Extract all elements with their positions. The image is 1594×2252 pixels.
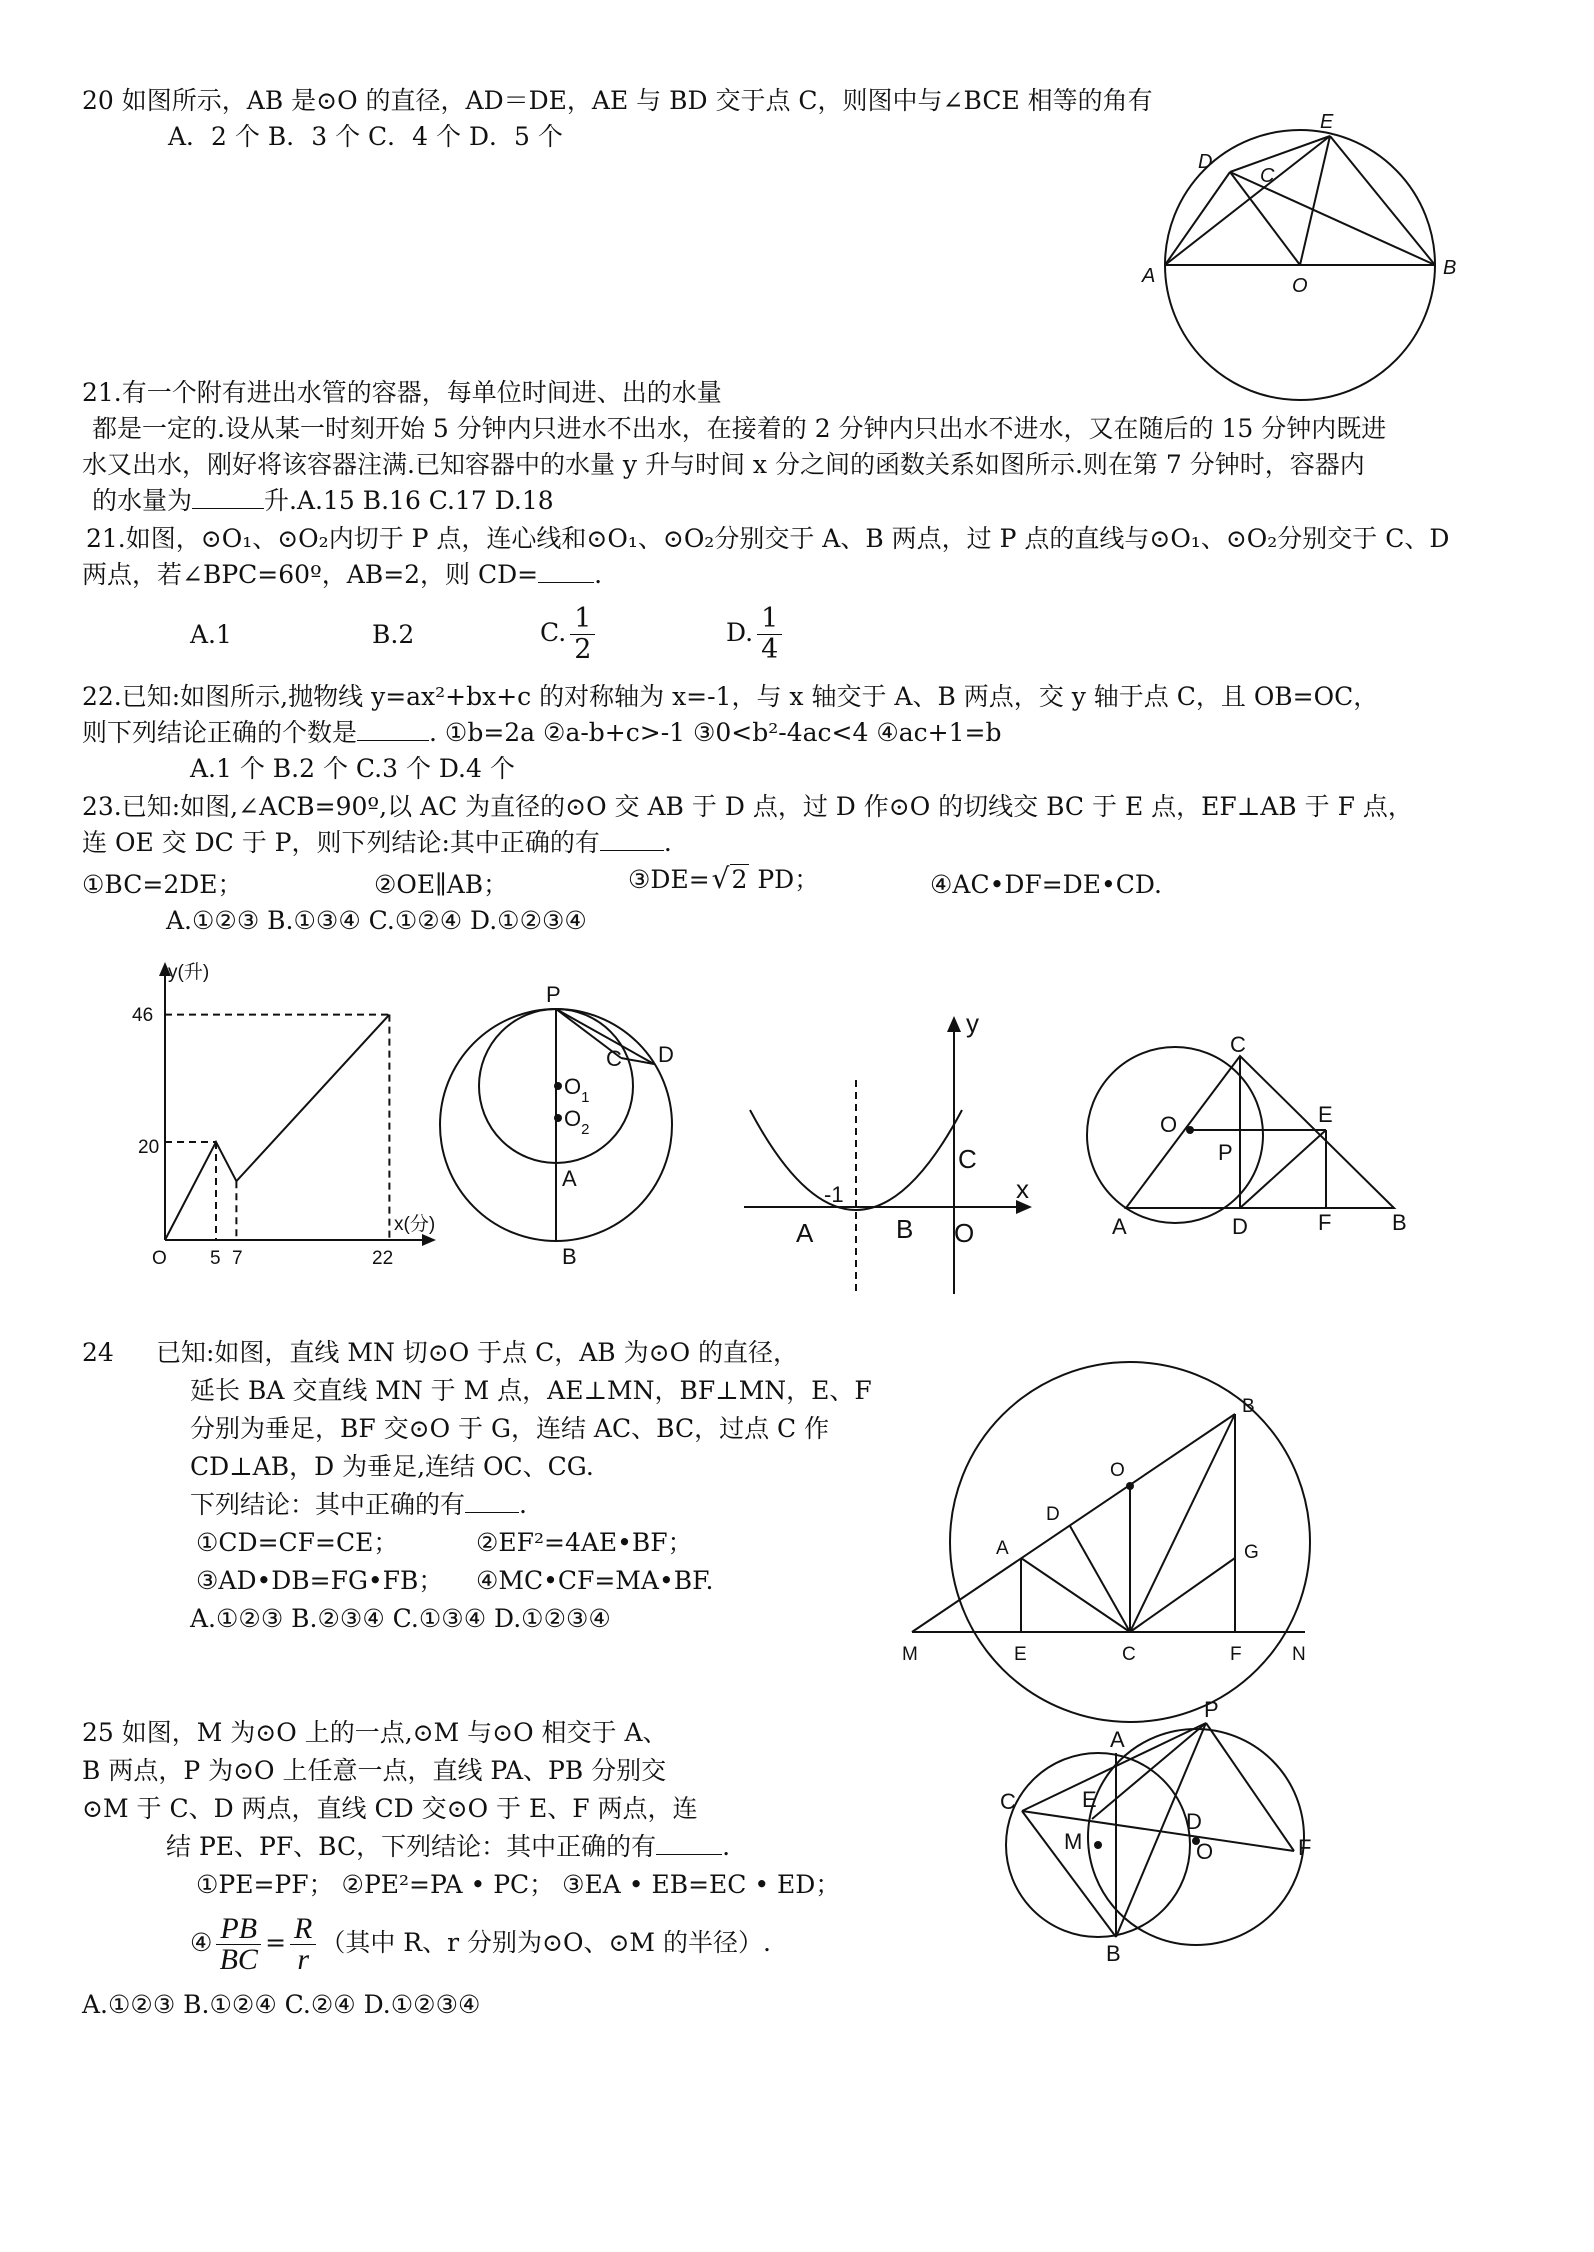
q21a-line4-pre: 的水量为	[92, 486, 193, 515]
triangle-circle-figure	[1090, 1032, 1420, 1240]
q23-line1: 23.已知:如图,∠ACB=90º,以 AC 为直径的⊙O 交 AB 于 D 点，过 D 作⊙O 的切线交 BC 于 E 点，EF⊥AB 于 F 点，	[82, 792, 1413, 821]
q20-label-o: O	[1292, 275, 1308, 297]
parabola-figure	[740, 1010, 1040, 1300]
q23-conclusion-4: ④AC•DF=DE•CD.	[930, 870, 1162, 899]
q24-label-m: M	[902, 1644, 918, 1665]
q25-c4-pre: ④	[190, 1928, 213, 1957]
answer-blank	[600, 828, 664, 851]
origin-label: O	[152, 1248, 167, 1269]
g2-label-o2-letter: O	[564, 1106, 582, 1131]
g2-label-o2-sub: 2	[581, 1121, 590, 1138]
q24-conclusion-2: ②EF²=4AE•BF；	[476, 1528, 693, 1557]
q25-line2: B 两点，P 为⊙O 上任意一点，直线 PA、PB 分别交	[82, 1756, 667, 1785]
g3-label-c: C	[958, 1144, 977, 1174]
fraction-pb-over-bc	[216, 1914, 261, 1975]
q25-line1: 25 如图，M 为⊙O 上的一点,⊙M 与⊙O 相交于 A、	[82, 1718, 668, 1747]
q21b-opt-d	[726, 598, 786, 668]
q25-line4-post: .	[722, 1832, 731, 1861]
g3-label-o: O	[954, 1218, 975, 1248]
equals-sign: =	[265, 1928, 287, 1957]
answer-blank	[465, 1490, 519, 1513]
series-line	[165, 1015, 389, 1240]
q24-line5	[190, 1488, 527, 1522]
q23-line2-pre: 连 OE 交 DC 于 P，则下列结论:其中正确的有	[82, 828, 600, 857]
chart-guides	[165, 1015, 389, 1240]
numerator: 1	[570, 604, 595, 635]
g3-label-b: B	[896, 1214, 914, 1244]
q21b-opt-d-label: D.	[726, 618, 754, 647]
g3-label-a: A	[796, 1218, 814, 1248]
g3-label-m1: -1	[824, 1182, 844, 1207]
g4-label-e: E	[1318, 1102, 1333, 1127]
g2-label-c: C	[606, 1046, 622, 1071]
q23-line2	[82, 826, 672, 860]
q24-label-e: E	[1014, 1644, 1027, 1665]
q24-figure	[900, 1320, 1320, 1665]
q21b-opt-c	[540, 598, 599, 668]
g3-label-y: y	[966, 1008, 979, 1038]
q24-label-c: C	[1122, 1644, 1136, 1665]
q25-label-m: M	[1064, 1829, 1083, 1854]
numerator: PB	[216, 1914, 261, 1945]
q23-conclusion-1: ①BC=2DE；	[82, 870, 243, 899]
q25-label-b: B	[1106, 1941, 1121, 1966]
q20-options: A．2 个 B．3 个 C．4 个 D．5 个	[168, 122, 563, 151]
q23-conclusion-2: ②OE∥AB；	[374, 870, 509, 899]
numerator: 1	[757, 604, 782, 635]
q25-label-e: E	[1082, 1787, 1097, 1812]
q24-options: A.①②③ B.②③④ C.①③④ D.①②③④	[190, 1604, 611, 1633]
q25-label-o: O	[1196, 1839, 1214, 1864]
denominator: r	[297, 1943, 310, 1976]
q20-figure	[1142, 110, 1460, 410]
q25-label-f: F	[1298, 1835, 1312, 1860]
q25-line3: ⊙M 于 C、D 两点，直线 CD 交⊙O 于 E、F 两点，连	[82, 1794, 698, 1823]
g4-label-d: D	[1232, 1214, 1248, 1239]
denominator: 4	[761, 634, 779, 665]
q24-label-n: N	[1292, 1644, 1306, 1665]
q24-line5-post: .	[519, 1490, 527, 1519]
chart-xlabel: x(分)	[394, 1214, 436, 1235]
q25-label-a: A	[1110, 1727, 1125, 1752]
g2-label-b: B	[562, 1244, 577, 1269]
q20-label-e: E	[1320, 111, 1334, 133]
answer-blank	[656, 1832, 722, 1855]
q21b-line2	[82, 558, 602, 592]
g4-label-p: P	[1218, 1140, 1233, 1165]
g2-label-o1	[564, 1074, 589, 1106]
q24-line1: 已知:如图，直线 MN 切⊙O 于点 C，AB 为⊙O 的直径，	[156, 1338, 799, 1367]
q20-stem: 20 如图所示，AB 是⊙O 的直径，AD＝DE，AE 与 BD 交于点 C，则图中与∠BCE 相等的角有	[82, 86, 1153, 115]
fraction-one-quarter	[757, 604, 782, 665]
fraction-one-half	[570, 604, 595, 665]
chart-ylabel: y(升)	[168, 962, 210, 983]
sqrt-sign: √2	[711, 862, 748, 895]
tick-y-20: 20	[138, 1137, 160, 1158]
q22-options: A.1 个 B.2 个 C.3 个 D.4 个	[190, 754, 515, 783]
q24-line2: 延长 BA 交直线 MN 于 M 点，AE⊥MN，BF⊥MN，E、F	[190, 1376, 872, 1405]
q24-line3: 分别为垂足，BF 交⊙O 于 G，连结 AC、BC，过点 C 作	[190, 1414, 830, 1443]
g2-label-o1-letter: O	[564, 1074, 582, 1099]
q21b-opt-b: B.2	[372, 620, 415, 649]
g2-label-o2	[564, 1106, 589, 1138]
q25-c4-post: （其中 R、r 分别为⊙O、⊙M 的半径）.	[320, 1928, 771, 1957]
q24-label-d: D	[1046, 1504, 1060, 1525]
answer-blank	[357, 718, 429, 741]
chart-axes	[159, 962, 436, 1246]
q24-conclusion-1: ①CD=CF=CE；	[196, 1528, 399, 1557]
q21a-line3: 水又出水，刚好将该容器注满.已知容器中的水量 y 升与时间 x 分之间的函数关系如图所示.则在第 7 分钟时，容器内	[82, 450, 1365, 479]
q23-line2-post: .	[663, 828, 672, 857]
q21a-line2: 都是一定的.设从某一时刻开始 5 分钟内只进水不出水，在接着的 2 分钟内只出水不进水，又在随后的 15 分钟内既进	[92, 414, 1387, 443]
answer-blank	[538, 560, 594, 583]
g4-label-a: A	[1112, 1214, 1127, 1239]
numerator: R	[290, 1914, 316, 1945]
denominator: 2	[574, 634, 592, 665]
q20-label-a: A	[1142, 265, 1156, 287]
denominator: BC	[219, 1943, 258, 1976]
g4-label-f: F	[1318, 1210, 1332, 1235]
q24-label-f: F	[1230, 1644, 1242, 1665]
tick-x-5: 5	[210, 1248, 221, 1269]
g4-label-c: C	[1230, 1032, 1246, 1057]
q25-conclusion-4	[190, 1904, 771, 1982]
water-volume-chart	[130, 960, 460, 1269]
q25-line4	[166, 1830, 730, 1864]
tick-y-46: 46	[132, 1005, 154, 1026]
q23-options: A.①②③ B.①③④ C.①②④ D.①②③④	[166, 906, 587, 935]
x-axis-arrow	[422, 1234, 436, 1246]
fraction-r-over-r	[290, 1914, 316, 1975]
q21a-line4	[92, 484, 554, 518]
g4-label-o: O	[1160, 1112, 1178, 1137]
g4-label-b: B	[1392, 1210, 1407, 1235]
q22-line2	[82, 716, 1001, 750]
q23-conclusion-3	[628, 862, 819, 897]
g2-label-p: P	[546, 982, 561, 1007]
q24-label-b: B	[1242, 1396, 1255, 1417]
q25-line4-pre: 结 PE、PF、BC，下列结论：其中正确的有	[166, 1832, 657, 1861]
q20-label-b: B	[1443, 257, 1457, 279]
g2-label-d: D	[658, 1042, 674, 1067]
q24-label-a: A	[996, 1538, 1009, 1559]
q23-c3-pre: ③DE=	[628, 865, 710, 894]
q21b-line2-pre: 两点，若∠BPC=60º，AB=2，则 CD=	[82, 560, 539, 589]
q24-label-o: O	[1110, 1460, 1125, 1481]
q22-line1: 22.已知:如图所示,抛物线 y=ax²+bx+c 的对称轴为 x=-1，与 x 轴交于 A、B 两点，交 y 轴于点 C，且 OB=OC，	[82, 682, 1379, 711]
q20-label-d: D	[1198, 151, 1213, 173]
q20-label-c: C	[1260, 165, 1275, 187]
q23-c3-post: PD；	[749, 865, 820, 894]
q22-line2-pre: 则下列结论正确的个数是	[82, 718, 358, 747]
q25-figure	[1000, 1697, 1330, 1966]
g3-label-x: x	[1016, 1174, 1029, 1204]
g2-label-o1-sub: 1	[581, 1089, 590, 1106]
q25-label-p: P	[1204, 1697, 1219, 1722]
q24-label-g: G	[1244, 1542, 1259, 1563]
q21b-opt-a: A.1	[190, 620, 232, 649]
tangent-circles-figure	[440, 982, 710, 1269]
q21b-line1: 21.如图，⊙O₁、⊙O₂内切于 P 点，连心线和⊙O₁、⊙O₂分别交于 A、B 两点，过 P 点的直线与⊙O₁、⊙O₂分别交于 C、D	[86, 524, 1450, 553]
q25-line5: ①PE=PF； ②PE²=PA • PC； ③EA • EB=EC • ED；	[196, 1870, 841, 1899]
q21a-line1: 21.有一个附有进出水管的容器，每单位时间进、出的水量	[82, 378, 722, 407]
q24-conclusion-3: ③AD•DB=FG•FB；	[196, 1566, 444, 1595]
q24-number: 24	[82, 1338, 114, 1367]
q24-line4: CD⊥AB，D 为垂足,连结 OC、CG.	[190, 1452, 594, 1481]
answer-blank	[192, 486, 264, 509]
q21a-line4-post: 升.A.15 B.16 C.17 D.18	[264, 486, 554, 515]
q25-options: A.①②③ B.①②④ C.②④ D.①②③④	[82, 1990, 481, 2019]
g2-label-a: A	[562, 1166, 577, 1191]
q24-line5-pre: 下列结论：其中正确的有	[190, 1490, 466, 1519]
tick-x-7: 7	[232, 1248, 243, 1269]
q21b-opt-c-label: C.	[540, 618, 567, 647]
q22-line2-post: . ①b=2a ②a-b+c>-1 ③0<b²-4ac<4 ④ac+1=b	[429, 718, 1002, 747]
q25-label-c: C	[1000, 1789, 1016, 1814]
q25-label-d: D	[1186, 1809, 1202, 1834]
sqrt-arg: 2	[731, 865, 748, 894]
q21b-line2-post: .	[594, 560, 603, 589]
tick-x-22: 22	[372, 1248, 394, 1269]
q24-conclusion-4: ④MC•CF=MA•BF.	[476, 1566, 714, 1595]
